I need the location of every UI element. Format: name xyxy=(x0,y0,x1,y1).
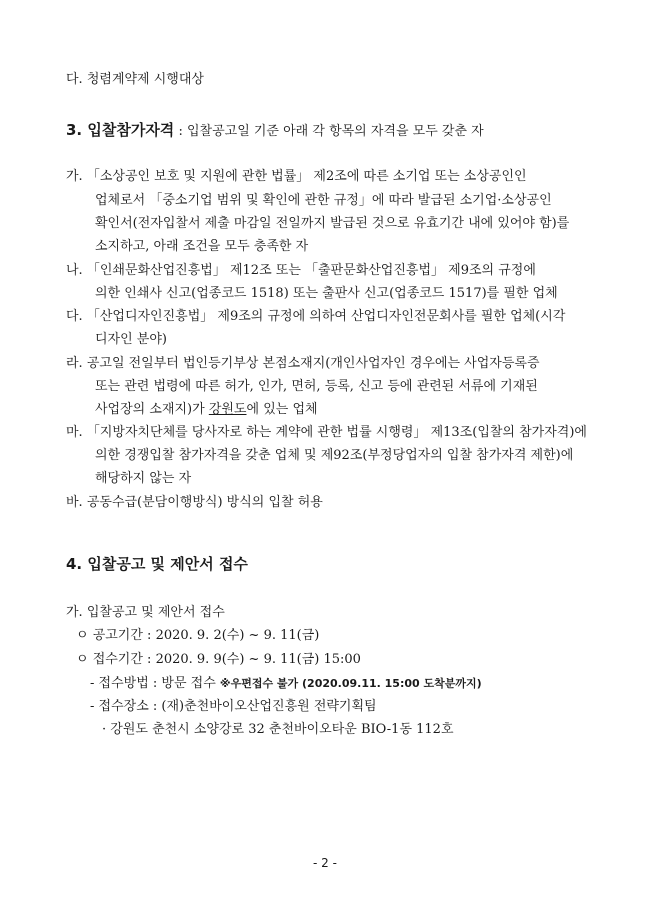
section3-subtitle: : 입찰공고일 기준 아래 각 항목의 자격을 모두 갖춘 자 xyxy=(174,124,484,139)
item-da-line2: 디자인 분야) xyxy=(95,332,167,347)
item-ga-line4: 소지하고, 아래 조건을 모두 충족한 자 xyxy=(95,239,309,254)
receipt-method-note: ※우편접수 불가 (2020.09.11. 15:00 도착분까지) xyxy=(219,677,482,690)
receipt-method: - 접수방법 : 방문 접수 xyxy=(90,676,220,691)
item-ba-line1: 바. 공동수급(분담이행방식) 방식의 입찰 허용 xyxy=(66,495,323,510)
item-ra-line1: 라. 공고일 전일부터 법인등기부상 본점소재지(개인사업자인 경우에는 사업자등록증 xyxy=(66,356,540,371)
item-ra-region: 강원도 xyxy=(208,402,247,417)
item-na-line2: 의한 인쇄사 신고(업종코드 1518) 또는 출판사 신고(업종코드 1517)를 필한 업체 xyxy=(95,286,558,301)
section-da-head: 다. 청렴계약제 시행대상 xyxy=(66,72,204,87)
item-ra-line3 xyxy=(95,400,318,420)
section3-heading xyxy=(66,120,484,142)
item-ga-line3: 확인서(전자입찰서 제출 마감일 전일까지 발급된 것으로 유효기간 내에 있어야 함)를 xyxy=(95,216,570,231)
item-da-line1: 다. 「산업디자인진흥법」 제9조의 규정에 의하여 산업디자인전문회사를 필한 업체(시각 xyxy=(66,309,566,324)
item-na-line1: 나. 「인쇄문화산업진흥법」 제12조 또는 「출판문화산업진흥법」 제9조의 규정에 xyxy=(66,263,536,278)
receipt-address: · 강원도 춘천시 소양강로 32 춘천바이오타운 BIO-1동 112호 xyxy=(102,722,454,737)
item-ra-line3-text: 사업장의 소재지)가 xyxy=(95,402,209,417)
receipt-method-line xyxy=(90,674,482,694)
item-ra-line2: 또는 관련 법령에 따른 허가, 인가, 면허, 등록, 신고 등에 관련된 서류에 기재된 xyxy=(95,379,538,394)
section4-ga: 가. 입찰공고 및 제안서 접수 xyxy=(66,605,225,620)
section4-title: 4. 입찰공고 및 제안서 접수 xyxy=(66,555,248,573)
item-ra-line3-tail: 에 있는 업체 xyxy=(246,402,318,417)
item-ma-line3: 해당하지 않는 자 xyxy=(95,471,192,486)
section3-title: 3. 입찰참가자격 xyxy=(66,121,175,139)
item-ma-line1: 마. 「지방자치단체를 당사자로 하는 계약에 관한 법률 시행령」 제13조(입찰의 참가자격)에 xyxy=(66,425,587,440)
receipt-period: ㅇ 접수기간 : 2020. 9. 9(수) ~ 9. 11(금) 15:00 xyxy=(76,652,361,667)
item-ma-line2: 의한 경쟁입찰 참가자격을 갖춘 업체 및 제92조(부정당업자의 입찰 참가자격 제한)에 xyxy=(95,448,574,463)
item-ga-line2: 업체로서 「중소기업 범위 및 확인에 관한 규정」에 따라 발급된 소기업·소상공인 xyxy=(95,193,552,208)
receipt-place: - 접수장소 : (재)춘천바이오산업진흥원 전략기획팀 xyxy=(90,699,377,714)
announce-period: ㅇ 공고기간 : 2020. 9. 2(수) ~ 9. 11(금) xyxy=(76,628,320,643)
page-number: - 2 - xyxy=(313,856,337,870)
item-ga-line1: 가. 「소상공인 보호 및 지원에 관한 법률」 제2조에 따른 소기업 또는 소상공인인 xyxy=(66,169,527,184)
